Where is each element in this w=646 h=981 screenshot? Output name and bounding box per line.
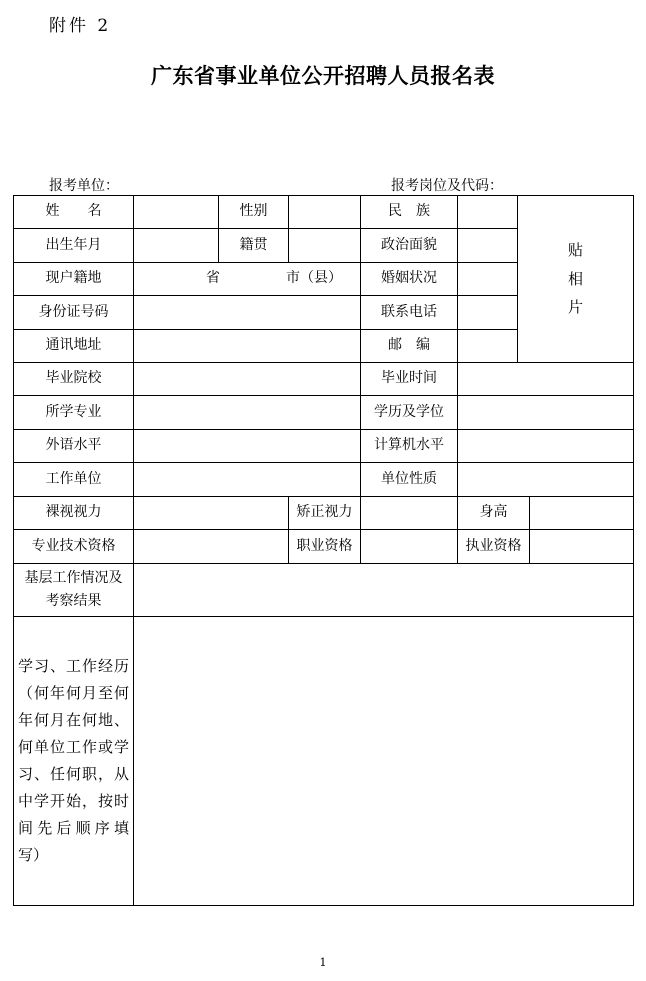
degree-label: 学历及学位 [361, 396, 458, 430]
professional-qualification-field[interactable] [361, 530, 458, 564]
id-number-label: 身份证号码 [14, 296, 134, 330]
political-status-label: 政治面貌 [361, 229, 458, 263]
address-field[interactable] [134, 330, 361, 363]
employer-type-field[interactable] [458, 463, 633, 497]
postcode-field[interactable] [458, 330, 518, 363]
gender-field[interactable] [289, 196, 361, 229]
attachment-label: 附件 2 [49, 16, 112, 36]
id-number-field[interactable] [134, 296, 361, 330]
address-label: 通讯地址 [14, 330, 134, 363]
grassroots-field[interactable] [134, 564, 633, 617]
professional-qualification-label: 职业资格 [289, 530, 361, 564]
form-title: 广东省事业单位公开招聘人员报名表 [151, 64, 495, 88]
corrected-vision-field[interactable] [361, 497, 458, 530]
history-label: 学习、工作经历（何年何月至何年何月在何地、何单位工作或学习、任何职，从中学开始，按时间先后顺序填写） [14, 617, 134, 905]
gender-label: 性别 [219, 196, 289, 229]
photo-char-1: 贴 [567, 240, 583, 259]
employer-field[interactable] [134, 463, 361, 497]
naked-vision-field[interactable] [134, 497, 289, 530]
political-status-field[interactable] [458, 229, 518, 263]
corrected-vision-label: 矫正视力 [289, 497, 361, 530]
school-field[interactable] [134, 363, 361, 396]
household-label: 现户籍地 [14, 263, 134, 296]
naked-vision-label: 裸视视力 [14, 497, 134, 530]
height-label: 身高 [458, 497, 530, 530]
postcode-label: 邮 编 [361, 330, 458, 363]
native-place-field[interactable] [289, 229, 361, 263]
grad-time-field[interactable] [458, 363, 633, 396]
degree-field[interactable] [458, 396, 633, 430]
applied-unit-label: 报考单位： [49, 178, 119, 194]
employer-type-label: 单位性质 [361, 463, 458, 497]
applied-post-label: 报考岗位及代码： [391, 178, 503, 194]
computer-level-field[interactable] [458, 430, 633, 463]
marital-field[interactable] [458, 263, 518, 296]
major-label: 所学专业 [14, 396, 134, 430]
foreign-language-label: 外语水平 [14, 430, 134, 463]
photo-char-3: 片 [567, 298, 583, 317]
page-number: 1 [319, 956, 327, 969]
computer-level-label: 计算机水平 [361, 430, 458, 463]
phone-field[interactable] [458, 296, 518, 330]
household-field[interactable] [134, 263, 361, 296]
tech-qualification-field[interactable] [134, 530, 289, 564]
photo-char-2: 相 [567, 269, 583, 288]
native-place-label: 籍贯 [219, 229, 289, 263]
grassroots-label: 基层工作情况及考察结果 [14, 564, 134, 617]
name-field[interactable] [134, 196, 219, 229]
major-field[interactable] [134, 396, 361, 430]
height-field[interactable] [530, 497, 633, 530]
grad-time-label: 毕业时间 [361, 363, 458, 396]
registration-form-table [13, 195, 634, 906]
employer-label: 工作单位 [14, 463, 134, 497]
school-label: 毕业院校 [14, 363, 134, 396]
practice-qualification-field[interactable] [530, 530, 633, 564]
marital-label: 婚姻状况 [361, 263, 458, 296]
city-label: 市（县） [286, 270, 342, 287]
province-label: 省 [206, 270, 220, 287]
practice-qualification-label: 执业资格 [458, 530, 530, 564]
birth-label: 出生年月 [14, 229, 134, 263]
foreign-language-field[interactable] [134, 430, 361, 463]
tech-qualification-label: 专业技术资格 [14, 530, 134, 564]
ethnicity-label: 民 族 [361, 196, 458, 229]
birth-field[interactable] [134, 229, 219, 263]
photo-box[interactable] [518, 196, 633, 363]
name-label: 姓 名 [14, 196, 134, 229]
ethnicity-field[interactable] [458, 196, 518, 229]
history-field[interactable] [134, 617, 633, 905]
phone-label: 联系电话 [361, 296, 458, 330]
